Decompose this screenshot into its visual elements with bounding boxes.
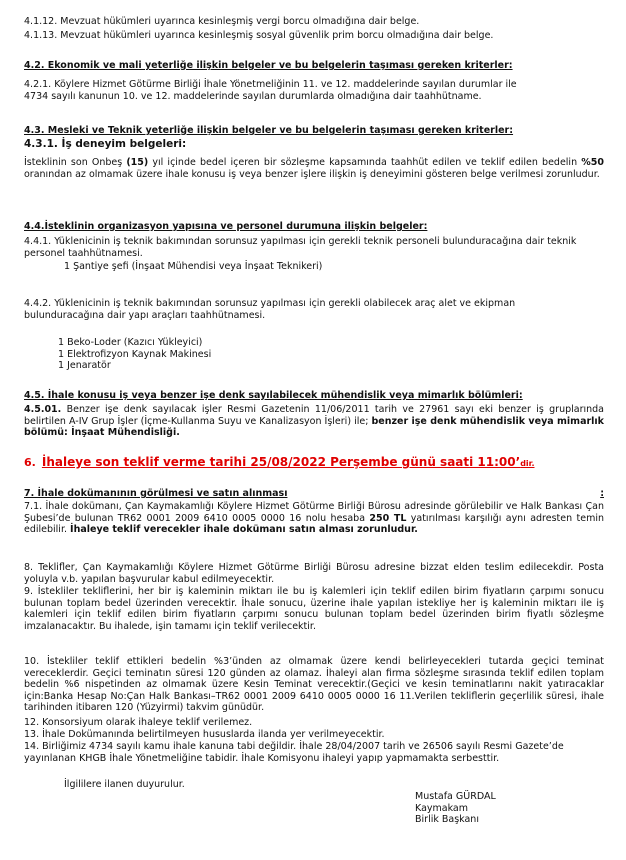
equipment-list	[24, 337, 626, 372]
section-7-colon: :	[600, 488, 604, 499]
text-part: 7.1. İhale dokümanı, Çan Kaymakamlığı Köylere Hizmet Götürme Birliği Bürosu adresinde görülebilir ve Halk Bankası Çan Şubesi’de bulunan TR62 0001 2009 6410 0005 0000 16 nolu hesaba	[24, 501, 604, 524]
text-part: oranından az olmamak üzere ihale konusu iş veya benzer işlere ilişkin iş deneyimini gösteren belge verilmesi zorunludur.	[24, 168, 600, 180]
item-7-1	[24, 501, 604, 536]
section-4-3-heading: 4.3. Mesleki ve Teknik yeterliğe ilişkin belgeler ve bu belgelerin taşıması gereken kriterler:	[24, 125, 514, 136]
section-7-heading	[24, 488, 604, 500]
equipment-item: 1 Beko-Loder (Kazıcı Yükleyici)	[58, 337, 203, 348]
section-4-5-heading: 4.5. İhale konusu iş veya benzer işe denk sayılabilecek mühendislik veya mimarlık bölümleri:	[24, 390, 523, 401]
item-8: 8. Teklifler, Çan Kaymakamlığı Köylere Hizmet Götürme Birliği Bürosu adresine bizzat elden teslim edilecekdir. Posta yoluyla v.b. yapılan başvurular kabul edilmeyecektir.	[24, 562, 604, 585]
item-4-3-1-text	[24, 157, 604, 180]
item-4-4-1-text: 4.4.1. Yüklenicinin iş teknik bakımından sorunsuz yapılması için gerekli teknik personeli bulunduracağına dair teknik personel taahhütnamesi.	[24, 236, 577, 259]
item-4-4-2-text: 4.4.2. Yüklenicinin iş teknik bakımından sorunsuz yapılması için gerekli olabilecek araç alet ve ekipman bulunduracağına dair yapı araçları taahhütnamesi.	[24, 298, 516, 321]
item-4-1-12: 4.1.12. Mevzuat hükümleri uyarınca kesinleşmiş vergi borcu olmadığına dair belge.	[24, 16, 420, 27]
item-4-2-1-line1: 4.2.1. Köylere Hizmet Götürme Birliği İhale Yönetmeliğinin 11. ve 12. maddelerinde sayılan durumlar ile	[24, 79, 517, 90]
item-4-2-1	[24, 79, 604, 102]
section-7-label: 7. İhale dokümanının görülmesi ve satın alınması	[24, 488, 288, 499]
item-9: 9. İstekliler tekliflerini, her bir iş kaleminin miktarı ile bu iş kalemleri için teklif edilen birim fiyatların çarpımı sonucu bulunan toplam bedel üzerinden verecektir. İhale sonucu, üzerine ihale yapılan istekliye her iş kaleminin miktarı ile iş kalemleri için teklif edilen birim fiyatların çarpımı sonucu bulunan toplam bedel üzerinden birim fiyatlı sözleşme imzalanacaktır. Bu ihalede, işin tamamı için teklif verilecektir.	[24, 586, 604, 632]
deadline-suffix: dir.	[520, 459, 535, 468]
text-part-bold: benzer işe denk mühendislik veya mimarlık bölümü: İnşaat Mühendisliği.	[24, 415, 605, 439]
text-part: yıl içinde bedel içeren bir sözleşme kapsamında taahhüt edilen ve teklif edilen bedelin	[148, 157, 582, 168]
signature-block	[415, 791, 575, 826]
text-part-bold: İhaleye teklif verecekler ihale dokümanı satın alması zorunludur.	[70, 524, 418, 536]
item-13: 13. İhale Dokümanında belirtilmeyen hususlarda ilanda yer verilmeyecektir.	[24, 729, 385, 740]
section-4-2-heading: 4.2. Ekonomik ve mali yeterliğe ilişkin belgeler ve bu belgelerin taşıması gereken kriterler:	[24, 60, 513, 71]
section-4-4-heading: 4.4.İsteklinin organizasyon yapısına ve personel durumuna ilişkin belgeler:	[24, 221, 428, 232]
item-4-2-1-line2: 4734 sayılı kanunun 10. ve 12. maddelerinde sayılan durumlarda olmadığına dair taahhütname.	[24, 90, 482, 102]
text-part: yatırılması karşılığı aynı adresten temin edilebilir.	[24, 512, 604, 536]
years-value: (15)	[126, 157, 149, 168]
percent-value: %50	[581, 157, 604, 168]
equipment-item: 1 Elektrofizyon Kaynak Makinesi	[58, 348, 212, 360]
closing-line: İlgililere ilanen duyurulur.	[64, 779, 185, 790]
item-number: 4.5.01.	[24, 404, 62, 415]
item-4-3-1-heading: 4.3.1. İş deneyim belgeleri:	[24, 138, 187, 150]
item-14: 14. Birliğimiz 4734 sayılı kamu ihale kanuna tabi değildir. İhale 28/04/2007 tarih ve 26506 sayılı Resmi Gazete’de yayınlanan KHGB İhale Yönetmeliğine tabidir. İhale Komisyonu ihaleyi yapıp yapmamakta serbesttir.	[24, 741, 564, 764]
signature-title: Kaymakam	[415, 802, 468, 814]
signature-name: Mustafa GÜRDAL	[415, 791, 496, 802]
staff-item: 1 Şantiye şefi (İnşaat Mühendisi veya İnşaat Teknikeri)	[64, 261, 323, 272]
item-4-1-13: 4.1.13. Mevzuat hükümleri uyarınca kesinleşmiş sosyal güvenlik prim borcu olmadığına dair belge.	[24, 30, 494, 41]
item-4-5-01	[24, 404, 604, 439]
equipment-item: 1 Jenaratör	[58, 360, 111, 372]
item-10-11: 10. İstekliler teklif ettikleri bedelin %3’ünden az olmamak üzere kendi belirleyecekleri tutarda geçici teminat vereceklerdir. Geçici teminatın süresi 120 günden az olamaz. İhaleyi alan firma sözleşme sırasında teklif edilen toplam bedelin %6 nispetinden az olmamak üzere Kesin Teminat verecektir.(Geçici ve kesin teminatlarını nakit yatıracaklar için:Banka Hesap No:Çan Halk Bankası–TR62 0001 2009 6410 0005 0000 16 11.Verilen tekliflerin geçerlilik süresi, ihale tarihinden itibaren 120 (Yüzyirmi) takvim günüdür.	[24, 656, 604, 714]
section-6-number: 6.	[24, 456, 36, 469]
fee-value: 250 TL	[369, 512, 407, 524]
signature-title: Birlik Başkanı	[415, 814, 479, 826]
section-6	[24, 457, 604, 470]
item-12: 12. Konsorsiyum olarak ihaleye teklif verilemez.	[24, 717, 253, 728]
text-part: Benzer işe denk sayılacak işler Resmi Gazetenin 11/06/2011 tarih ve 27961 sayı eki benzer iş gruplarında belirtilen A-IV Grup İşler (İçme-Kullanma Suyu ve Kanalizasyon İşleri) ile;	[24, 404, 604, 427]
deadline-text: İhaleye son teklif verme tarihi 25/08/2022 Perşembe günü saati 11:00’	[41, 455, 521, 469]
text-part: İsteklinin son Onbeş	[24, 157, 127, 168]
